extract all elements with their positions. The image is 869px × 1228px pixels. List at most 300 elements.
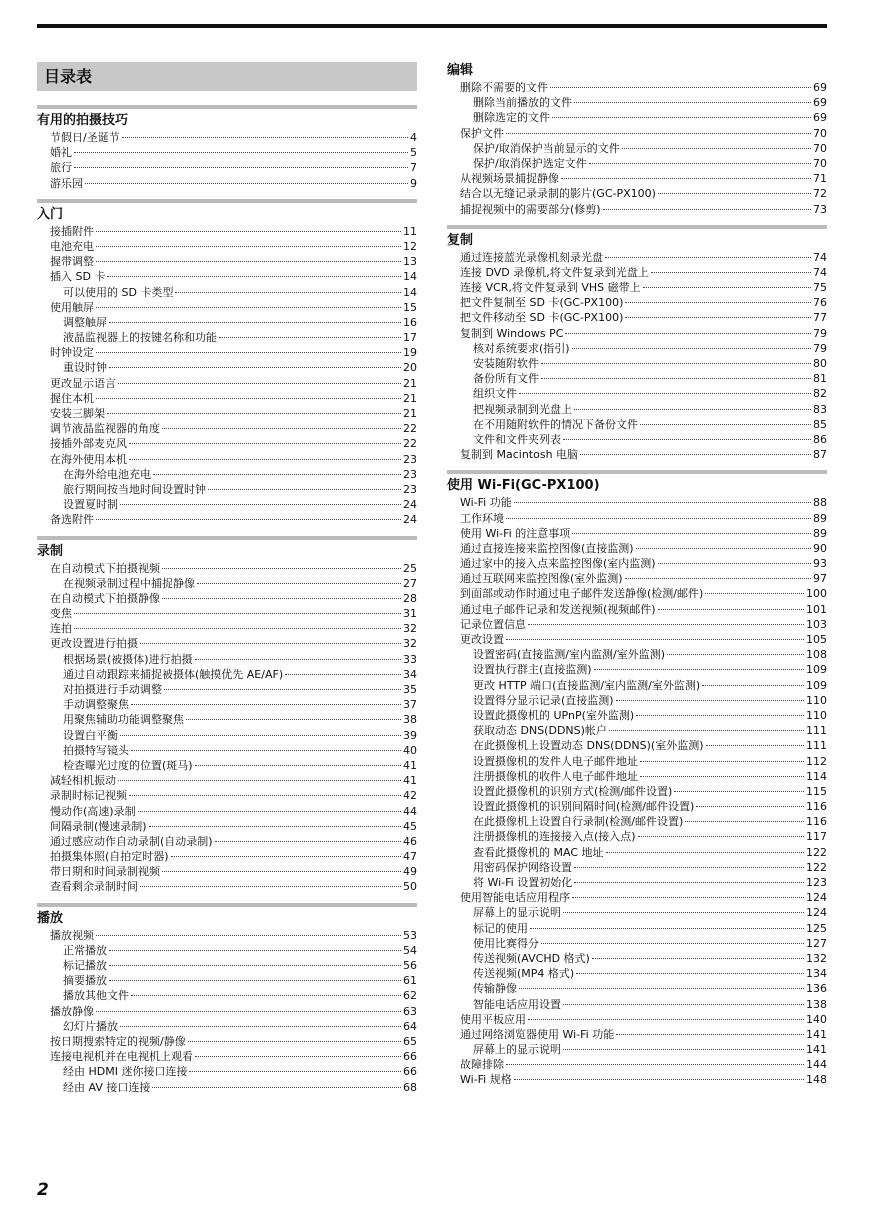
toc-entry[interactable] (37, 864, 417, 879)
toc-entry[interactable] (37, 269, 417, 284)
toc-entry-page: 13 (403, 255, 417, 269)
toc-entry-page: 14 (403, 270, 417, 284)
section-heading: 复制 (447, 225, 827, 249)
dot-leader (74, 613, 401, 614)
toc-entry[interactable] (447, 738, 827, 753)
toc-entry-page: 81 (813, 372, 827, 386)
toc-entry[interactable] (447, 202, 827, 217)
toc-entry[interactable] (37, 1064, 417, 1079)
toc-entry-page: 42 (403, 789, 417, 803)
toc-entry-page: 87 (813, 448, 827, 462)
toc-entry[interactable] (37, 467, 417, 482)
toc-entry-page: 64 (403, 1019, 417, 1033)
toc-entry[interactable] (37, 1004, 417, 1019)
toc-entry-label: 删除不需要的文件 (460, 81, 548, 94)
toc-entry[interactable] (37, 436, 417, 451)
toc-entry-page: 35 (403, 683, 417, 696)
dot-leader (574, 882, 804, 883)
toc-entry-label: 播放静像 (50, 1004, 94, 1018)
toc-entry[interactable] (447, 936, 827, 951)
toc-entry[interactable] (37, 928, 417, 943)
toc-entry[interactable] (447, 1057, 827, 1072)
toc-entry[interactable] (37, 606, 417, 621)
toc-entry-label: 屏幕上的显示说明 (473, 906, 561, 920)
toc-entry[interactable] (447, 280, 827, 295)
toc-entry[interactable] (447, 265, 827, 280)
toc-entry-label: 减轻相机振动 (50, 774, 116, 788)
toc-entry-page: 97 (813, 572, 827, 586)
dot-leader (705, 593, 804, 594)
toc-entry[interactable] (447, 1072, 827, 1087)
toc-entry-label: 握住本机 (50, 391, 94, 405)
toc-section (447, 225, 827, 463)
dot-leader (131, 704, 401, 705)
toc-entry[interactable] (37, 743, 417, 758)
toc-entry-label: 幻灯片播放 (63, 1019, 118, 1033)
toc-entry-label: 使用平板应用 (460, 1012, 526, 1026)
dot-leader (574, 102, 811, 103)
toc-entry-page: 17 (403, 331, 417, 345)
toc-entry-label: 连拍 (50, 622, 72, 636)
toc-entry-page: 22 (403, 422, 417, 436)
toc-entry[interactable] (37, 497, 417, 512)
toc-entry[interactable] (37, 958, 417, 973)
toc-entry[interactable] (447, 586, 827, 601)
toc-entry-label: 用密码保护网络设置 (473, 860, 572, 874)
toc-entry[interactable] (37, 758, 417, 773)
toc-entry[interactable] (447, 371, 827, 386)
toc-entry-page: 141 (806, 1043, 827, 1057)
toc-entry-page: 83 (813, 402, 827, 416)
dot-leader (541, 363, 811, 364)
dot-leader (574, 867, 804, 868)
toc-entry[interactable] (447, 617, 827, 632)
toc-entry-page: 116 (806, 815, 827, 829)
toc-entry[interactable] (447, 417, 827, 432)
toc-entry-label: 复制到 Macintosh 电脑 (460, 448, 579, 462)
toc-entry-page: 79 (813, 341, 827, 355)
toc-entry-page: 88 (813, 496, 827, 510)
toc-entry-page: 23 (403, 482, 417, 496)
toc-entry[interactable] (447, 356, 827, 371)
toc-entry[interactable] (447, 386, 827, 401)
toc-entry[interactable] (447, 602, 827, 617)
toc-entry-page: 24 (403, 498, 417, 512)
toc-entry[interactable] (447, 541, 827, 556)
dot-leader (616, 1034, 804, 1035)
toc-entry[interactable] (447, 647, 827, 662)
toc-entry[interactable] (447, 95, 827, 110)
toc-entry[interactable] (447, 845, 827, 860)
toc-entry[interactable] (447, 432, 827, 447)
toc-entry-page: 74 (813, 265, 827, 279)
toc-entry[interactable] (447, 495, 827, 510)
toc-entry[interactable] (37, 300, 417, 315)
toc-entry-page: 112 (806, 754, 827, 768)
toc-entry-label: 保护/取消保护选定文件 (473, 156, 587, 170)
dot-leader (667, 654, 804, 655)
toc-entry-label: 正常播放 (63, 943, 107, 957)
toc-entry[interactable] (37, 591, 417, 606)
toc-entry-page: 12 (403, 239, 417, 253)
toc-entry-page: 68 (403, 1080, 417, 1094)
toc-entry-page: 79 (813, 326, 827, 340)
dot-leader (625, 578, 811, 579)
toc-entry-page: 148 (806, 1073, 827, 1087)
toc-entry-label: 设置得分显示记录(直接监测) (473, 693, 614, 707)
toc-entry[interactable] (37, 160, 417, 175)
toc-entry-page: 108 (806, 648, 827, 662)
toc-entry[interactable] (37, 1019, 417, 1034)
toc-section (37, 536, 417, 895)
toc-entry-page: 136 (806, 982, 827, 996)
toc-entry-page: 109 (806, 678, 827, 692)
toc-section (37, 105, 417, 191)
toc-entry-page: 140 (806, 1012, 827, 1026)
toc-entry[interactable] (447, 186, 827, 201)
toc-entry[interactable] (37, 667, 417, 682)
toc-entry[interactable] (447, 141, 827, 156)
dot-leader (506, 639, 804, 640)
toc-entry-label: 拍摄特写镜头 (63, 743, 129, 757)
toc-entry[interactable] (447, 1042, 827, 1057)
toc-entry-page: 134 (806, 967, 827, 981)
toc-entry-label: 时钟设定 (50, 346, 94, 360)
toc-entry-label: 旅行 (50, 161, 72, 175)
toc-entry-label: 复制到 Windows PC (460, 326, 564, 340)
toc-entry-page: 66 (403, 1065, 417, 1079)
dot-leader (162, 871, 401, 872)
toc-entry-page: 47 (403, 850, 417, 864)
toc-entry-label: 删除选定的文件 (473, 111, 550, 125)
toc-entry[interactable] (37, 224, 417, 239)
toc-entry[interactable] (447, 402, 827, 417)
toc-entry[interactable] (37, 576, 417, 591)
toc-entry-label: 通过网络浏览器使用 Wi-Fi 功能 (460, 1027, 615, 1041)
toc-entry[interactable] (447, 784, 827, 799)
toc-entry[interactable] (37, 421, 417, 436)
toc-entry[interactable] (37, 452, 417, 467)
toc-entry[interactable] (447, 80, 827, 95)
toc-entry[interactable] (447, 723, 827, 738)
toc-entry[interactable] (37, 682, 417, 697)
toc-entry-page: 63 (403, 1004, 417, 1018)
toc-entry-page: 5 (410, 146, 417, 160)
toc-entry[interactable] (37, 345, 417, 360)
toc-entry-label: 将 Wi-Fi 设置初始化 (473, 876, 573, 889)
toc-entry-page: 23 (403, 452, 417, 466)
toc-entry-label: 核对系统要求(指引) (473, 341, 570, 355)
toc-entry[interactable] (37, 561, 417, 576)
toc-entry[interactable] (37, 130, 417, 145)
toc-entry[interactable] (447, 814, 827, 829)
toc-entry[interactable] (447, 875, 827, 890)
dot-leader (609, 730, 804, 731)
dot-leader (195, 659, 401, 660)
toc-entry[interactable] (447, 632, 827, 647)
toc-entry[interactable] (447, 1027, 827, 1042)
toc-entry-label: 保护/取消保护当前显示的文件 (473, 141, 620, 155)
dot-leader (186, 719, 401, 720)
dot-leader (514, 502, 811, 503)
toc-entry-page: 141 (806, 1027, 827, 1041)
toc-entry-page: 117 (806, 830, 827, 844)
toc-entry-page: 89 (813, 511, 827, 525)
dot-leader (129, 795, 401, 796)
toc-entry-label: 传送视频(AVCHD 格式) (473, 951, 590, 965)
toc-entry[interactable] (37, 652, 417, 667)
toc-entry-page: 80 (813, 357, 827, 370)
toc-entry[interactable] (37, 834, 417, 849)
toc-entry-label: 设置白平衡 (63, 728, 118, 742)
toc-entry[interactable] (37, 330, 417, 345)
toc-entry[interactable] (37, 636, 417, 651)
toc-entry[interactable] (447, 447, 827, 462)
toc-entry-page: 56 (403, 959, 417, 972)
toc-entry[interactable] (447, 754, 827, 769)
dot-leader (109, 322, 401, 323)
toc-entry-label: 到面部或动作时通过电子邮件发送静像(检测/邮件) (460, 587, 704, 601)
dot-leader (519, 393, 811, 394)
dot-leader (572, 533, 811, 534)
toc-entry[interactable] (447, 662, 827, 677)
dot-leader (195, 1056, 401, 1057)
toc-entry[interactable] (447, 310, 827, 325)
toc-entry-label: 在自动模式下拍摄静像 (50, 591, 160, 605)
left-sections (37, 105, 417, 1095)
dot-leader (138, 811, 401, 812)
dot-leader (96, 935, 401, 936)
dot-leader (162, 568, 401, 569)
toc-entry-label: 通过电子邮件记录和发送视频(视频邮件) (460, 602, 656, 616)
toc-entry[interactable] (37, 973, 417, 988)
toc-entry[interactable] (37, 254, 417, 269)
toc-entry[interactable] (447, 511, 827, 526)
toc-entry[interactable] (447, 708, 827, 723)
toc-entry[interactable] (37, 943, 417, 958)
toc-entry-page: 70 (813, 126, 827, 140)
dot-leader (219, 337, 401, 338)
toc-entry[interactable] (37, 879, 417, 894)
toc-entry[interactable] (447, 769, 827, 784)
toc-entry-label: 保护文件 (460, 126, 504, 140)
toc-entry-label: 对拍摄进行手动调整 (63, 683, 162, 696)
toc-entry[interactable] (447, 556, 827, 571)
toc-entry[interactable] (37, 788, 417, 803)
toc-entry[interactable] (447, 171, 827, 186)
toc-entry-label: 旅行期间按当地时间设置时钟 (63, 482, 206, 496)
dot-leader (164, 689, 401, 690)
toc-entry-label: 设置此摄像机的识别间隔时间(检测/邮件设置) (473, 800, 695, 814)
dot-leader (658, 563, 811, 564)
toc-entry-label: 文件和文件夹列表 (473, 432, 561, 446)
toc-entry-page: 44 (403, 804, 417, 818)
toc-entry[interactable] (37, 482, 417, 497)
dot-leader (572, 897, 804, 898)
toc-entry-page: 21 (403, 376, 417, 390)
toc-entry[interactable] (37, 819, 417, 834)
toc-entry-page: 66 (403, 1050, 417, 1064)
dot-leader (96, 1011, 401, 1012)
toc-entry-page: 46 (403, 834, 417, 848)
dot-leader (674, 791, 804, 792)
toc-left-column (37, 62, 417, 1103)
toc-entry[interactable] (37, 176, 417, 191)
toc-entry[interactable] (37, 360, 417, 375)
toc-entry[interactable] (37, 315, 417, 330)
toc-entry-page: 24 (403, 513, 417, 527)
dot-leader (541, 943, 804, 944)
toc-entry-page: 124 (806, 891, 827, 905)
dot-leader (506, 1064, 804, 1065)
toc-entry[interactable] (37, 773, 417, 788)
toc-entry-label: 带日期和时间录制视频 (50, 865, 160, 879)
section-heading: 使用 Wi-Fi(GC-PX100) (447, 470, 827, 494)
toc-entry-page: 70 (813, 141, 827, 155)
toc-entry[interactable] (37, 849, 417, 864)
toc-entry-label: 注册摄像机的连接接入点(接入点) (473, 830, 636, 844)
toc-entry-label: 从视频场景捕捉静像 (460, 172, 559, 186)
toc-entry[interactable] (447, 126, 827, 141)
toc-entry-page: 86 (813, 432, 827, 446)
toc-entry[interactable] (37, 376, 417, 391)
dot-leader (643, 287, 811, 288)
toc-entry-label: 婚礼 (50, 146, 72, 160)
toc-entry[interactable] (37, 1049, 417, 1064)
toc-entry[interactable] (447, 966, 827, 981)
toc-entry-label: 安装三脚架 (50, 407, 105, 420)
toc-entry-label: 调节液晶监视器的角度 (50, 422, 160, 436)
toc-entry[interactable] (37, 512, 417, 527)
toc-entry[interactable] (447, 156, 827, 171)
toc-entry[interactable] (37, 804, 417, 819)
toc-entry-page: 82 (813, 387, 827, 401)
dot-leader (171, 856, 401, 857)
dot-leader (572, 348, 811, 349)
dot-leader (636, 548, 811, 549)
dot-leader (120, 1026, 401, 1027)
toc-entry[interactable] (447, 326, 827, 341)
toc-entry-label: 工作环境 (460, 511, 504, 525)
toc-entry-label: 在海外使用本机 (50, 452, 127, 466)
toc-entry[interactable] (447, 678, 827, 693)
toc-entry[interactable] (447, 829, 827, 844)
toc-entry-label: 标记播放 (63, 959, 107, 972)
toc-entry[interactable] (447, 110, 827, 125)
toc-entry[interactable] (447, 860, 827, 875)
section-heading: 有用的拍摄技巧 (37, 105, 417, 129)
toc-entry-page: 22 (403, 437, 417, 451)
toc-entry[interactable] (37, 391, 417, 406)
dot-leader (589, 163, 811, 164)
toc-entry-page: 54 (403, 943, 417, 957)
dot-leader (528, 1019, 804, 1020)
toc-entry-label: 根据场景(被摄体)进行拍摄 (63, 652, 193, 666)
toc-entry-label: 节假日/圣诞节 (50, 131, 120, 144)
toc-entry[interactable] (447, 1012, 827, 1027)
toc-entry[interactable] (447, 526, 827, 541)
toc-entry-label: 连接电视机并在电视机上观看 (50, 1050, 193, 1064)
toc-entry[interactable] (37, 1080, 417, 1095)
toc-entry-page: 34 (403, 667, 417, 681)
toc-entry-label: 在不用随附软件的情况下备份文件 (473, 417, 638, 431)
toc-entry-label: 屏幕上的显示说明 (473, 1043, 561, 1057)
toc-entry-page: 103 (806, 617, 827, 631)
dot-leader (96, 261, 401, 262)
toc-entry[interactable] (37, 285, 417, 300)
dot-leader (696, 806, 804, 807)
toc-entry[interactable] (447, 905, 827, 920)
toc-entry[interactable] (37, 145, 417, 160)
toc-entry[interactable] (447, 890, 827, 905)
toc-entry-page: 73 (813, 202, 827, 216)
toc-entry[interactable] (447, 295, 827, 310)
toc-entry-page: 32 (403, 622, 417, 636)
dot-leader (120, 504, 401, 505)
dot-leader (107, 276, 401, 277)
toc-entry[interactable] (37, 239, 417, 254)
toc-entry-label: 录制时标记视频 (50, 789, 127, 803)
toc-entry-label: 经由 HDMI 迷你接口连接 (63, 1065, 188, 1079)
dot-leader (285, 674, 401, 675)
dot-leader (109, 367, 401, 368)
toc-entry[interactable] (37, 621, 417, 636)
toc-entry[interactable] (447, 693, 827, 708)
top-rule (37, 24, 827, 28)
toc-entry-label: 设置此摄像机的 UPnP(室外监测) (473, 708, 635, 722)
toc-entry-label: 连接 DVD 录像机,将文件复录到光盘上 (460, 265, 649, 279)
toc-entry[interactable] (447, 997, 827, 1012)
toc-entry[interactable] (37, 1034, 417, 1049)
toc-entry-page: 25 (403, 561, 417, 575)
dot-leader (107, 413, 401, 414)
toc-entry[interactable] (447, 799, 827, 814)
toc-entry[interactable] (447, 981, 827, 996)
toc-entry[interactable] (447, 571, 827, 586)
toc-entry[interactable] (37, 406, 417, 421)
dot-leader (129, 459, 401, 460)
toc-entry-page: 21 (403, 407, 417, 420)
dot-leader (640, 776, 804, 777)
toc-entry[interactable] (37, 712, 417, 727)
toc-entry-label: 在此摄像机上设置自行录制(检测/邮件设置) (473, 815, 684, 829)
toc-entry[interactable] (447, 341, 827, 356)
toc-entry[interactable] (447, 921, 827, 936)
dot-leader (195, 765, 401, 766)
toc-entry-page: 7 (410, 161, 417, 175)
toc-entry[interactable] (37, 728, 417, 743)
dot-leader (131, 750, 401, 751)
toc-entry-page: 32 (403, 637, 417, 651)
toc-entry[interactable] (447, 951, 827, 966)
toc-entry-label: 注册摄像机的收件人电子邮件地址 (473, 769, 638, 783)
toc-entry-label: 在此摄像机上设置动态 DNS(DDNS)(室外监测) (473, 739, 704, 753)
toc-entry-label: 删除当前播放的文件 (473, 96, 572, 110)
toc-entry-label: 播放视频 (50, 928, 94, 942)
dot-leader (109, 950, 401, 951)
toc-entry[interactable] (37, 988, 417, 1003)
dot-leader (574, 409, 811, 410)
toc-entry[interactable] (447, 250, 827, 265)
dot-leader (153, 474, 401, 475)
toc-entry[interactable] (37, 697, 417, 712)
toc-section (447, 62, 827, 217)
dot-leader (594, 669, 804, 670)
dot-leader (197, 583, 401, 584)
toc-entry-page: 132 (806, 951, 827, 965)
toc-entry-page: 122 (806, 860, 827, 874)
dot-leader (519, 988, 804, 989)
